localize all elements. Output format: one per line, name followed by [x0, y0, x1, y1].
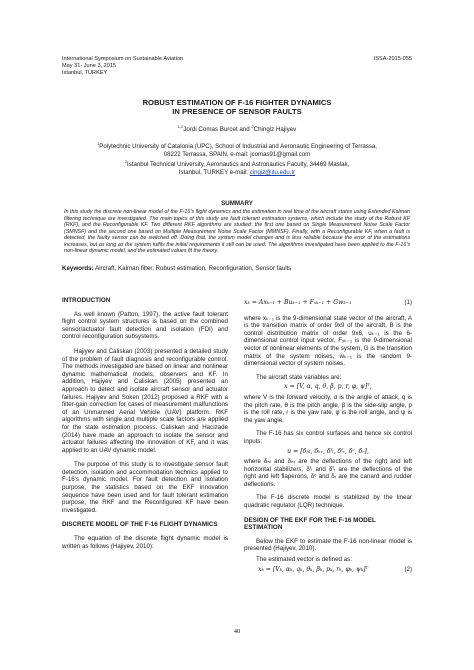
- equation-2-body: xₖ = [Vₖ, αₖ, qₖ, θₖ, βₖ, pₖ, rₖ, φₖ, ψₖ]ᵀ: [258, 565, 369, 573]
- model-paragraph-6: where δₕₗ and δₕᵣ are the deflections of the right and left horizontal stabilizers, δᶠₗ and δᶠᵣ are the deflections of the right and left flaperons, δᶜ and δᵣ are the canard and rudder deflections.: [244, 458, 412, 488]
- author-list: [0, 124, 474, 133]
- paper-code: ISSA-2015-055: [373, 56, 412, 62]
- state-vector-equation: x = [V, α, q, θ, β, p, r, φ, ψ]ᵀ,: [284, 383, 372, 391]
- affil-1-line-1: Polytechnic University of Catalonia (UPC), School of Industrial and Aeronautic Engineering of Terrassa,: [99, 143, 377, 151]
- equation-1-number: (1): [404, 299, 412, 306]
- affil-2-line-1: Istanbul Technical University, Aeronautics and Astronautics Faculty, 34469 Maslak,: [127, 161, 350, 169]
- conference-header: [62, 56, 183, 77]
- intro-paragraph-1: As well known (Patton, 1997), the active fault tolerant flight control system structures is based on the combined sensor/actuator fault detection and isolation (FDI) and control reconfiguration subsystems.: [62, 310, 228, 341]
- ekf-paragraph-1: Below the EKF to estimate the F-16 non-linear model is presented (Hajiyev, 2010).: [244, 537, 412, 553]
- email-link[interactable]: cingiz@itu.edu.tr: [249, 168, 296, 176]
- page-number: 40: [233, 628, 241, 635]
- title-line-2: IN PRESENCE OF SENSOR FAULTS: [172, 107, 302, 116]
- equation-1-body: xₖ = Axₖ₋₁ + Buₖ₋₁ + Fₓₖ₋₁ + Gwₖ₋₁: [244, 299, 352, 306]
- paper-title: [0, 98, 474, 116]
- ekf-paragraph-2: The estimated vector is defined as:: [256, 556, 352, 564]
- conference-dates: May 31- June 3, 2015: [62, 63, 117, 69]
- author-2-name: Chingiz Hajiyev: [253, 126, 297, 134]
- model-paragraph-4: where V is the forward velocity, α is the angle of attack, q is the pitch rate, θ is the pitch angle, β is the side-slip angle, p is the roll rate, r is the yaw rate, φ is the roll angle, and ψ is the yaw angle.: [244, 393, 412, 424]
- model-paragraph-2: where xₖ₋₁ is the 9-dimensional state vector of the aircraft, A is the transition matrix of order 9x9 of the aircraft, B is the control distribution matrix of order 9x6, uₖ₋₁ is the 6-dimensional control input vector, Fₓₖ₋₁ is the 9-dimensional vector of nonlinear elements of the system, G is the transition matrix of the system noises, wₖ₋₁ is the random 9-dimensional vector of system noises.: [244, 314, 412, 368]
- intro-paragraph-3: The purpose of this study is to investigate sensor fault detection, isolation and accommodation technics applied to F-16's dynamic model. For fault detection and isolation purpose, the statistics based on the EKF innovation sequence have been used and for fault tolerant estimation purpose, the RKF and the Reconfigured KF have been investigated.: [62, 461, 228, 514]
- keywords-label: Keywords:: [62, 265, 94, 272]
- title-line-1: ROBUST ESTIMATION OF F-16 FIGHTER DYNAMICS: [142, 98, 332, 107]
- equation-2-number: (2): [404, 565, 412, 573]
- equation-1: [244, 299, 412, 307]
- introduction-heading: INTRODUCTION: [62, 297, 111, 304]
- model-paragraph-5: The F-16 has six control surfaces and hence six control inputs:: [244, 430, 412, 445]
- model-paragraph-7: The F-16 discrete model is stabilized by the linear quadratic regulator (LQR) technique.: [244, 494, 412, 510]
- model-paragraph-1: The equation of the discrete flight dynamic model is written as follows (Hajiyev, 2010):: [62, 535, 228, 550]
- author-1-name: Jordi Comas Burcet and: [183, 126, 252, 134]
- model-heading: DISCRETE MODEL OF THE F-16 FLIGHT DYNAMICS: [62, 521, 218, 529]
- summary-text: In this study the discrete non-linear model of the F-16's flight dynamics and the estimation in real time of the aircraft states using Extended Kalman filtering technique are investigated. The main topics of this study are fault tolerant estimation systems, which include the study of the Robust KF (RKF), and the Reconfigurable KF. Two different RKF algorithms are studied: the first one based on Single Measurement Noise Scale Factor (SMNSF) and the second one based on Multiple Measurement Noise Scale Factor (MMNSF). Finally, with a Reconfigurable KF, when a fault is detected, the faulty sensor can be switched off. Doing that, the system model changes and is less reliable because the error of the estimations increases, but as long as the system fulfils the initial requirements it still can be used. The algorithms investigated have been applied to the F-16's non-linear dynamic model, and the estimated values fit the theory.: [64, 209, 410, 254]
- intro-paragraph-2: Hajiyev and Caliskan (2003) presented a detailed study of the problem of fault diagnosis and reconfigurable control. The methods investigated are based on linear and nonlinear dynamic mathematical models, observers and KF. In addition, Hajiyev and Caliskan (2005) presented an approach to detect and isolate aircraft sensor and actuator failures. Hajiyev and Soken (2012) proposed a RKF with a filter-gain correction for cases of measurement malfunctions of an Unmanned Aerial Vehicle (UAV) platform. RKF algorithms with single and multiple scale factors are applied for the state estimation process. Caliskan and Hacizade (2014) have made an approach to isolate the sensor and actuator failures affecting the innovation of KF, and it was applied to an UAV dynamic model.: [62, 347, 228, 454]
- summary-heading: SUMMARY: [221, 200, 253, 207]
- right-column: [244, 297, 412, 581]
- keywords: [62, 265, 422, 272]
- model-paragraph-3: The aircraft state variables are:: [256, 373, 342, 381]
- author-1-affil-marker: 1,2: [177, 124, 184, 129]
- ekf-heading: DESIGN OF THE EKF FOR THE F-16 MODEL ESTIMATION: [244, 516, 376, 532]
- keywords-text: Aircraft, Kalman filter, Robust estimation, Reconfiguration, Sensor faults: [93, 265, 292, 272]
- affil-2-line-2: Istanbul, TURKEY e-mail:: [178, 168, 250, 176]
- conference-location: Istanbul, TURKEY: [62, 70, 108, 76]
- control-vector-equation: u = [δₕₗ, δₕᵣ, δᶠₗ, δᶠᵣ, δᶜ, δᵣ],: [287, 447, 369, 455]
- equation-2: [244, 566, 412, 574]
- affil-2-marker: 2: [124, 159, 128, 165]
- affiliations: [62, 140, 412, 176]
- author-2-affil-marker: 2: [251, 124, 254, 129]
- conference-name: International Symposium on Sustainable Aviation: [62, 56, 184, 62]
- left-column: [62, 297, 228, 557]
- affil-1-line-2: 08222 Terrassa, SPAIN, e-mail: jcomas91@gmail.com: [163, 150, 311, 158]
- affil-1-marker: 1: [97, 141, 100, 146]
